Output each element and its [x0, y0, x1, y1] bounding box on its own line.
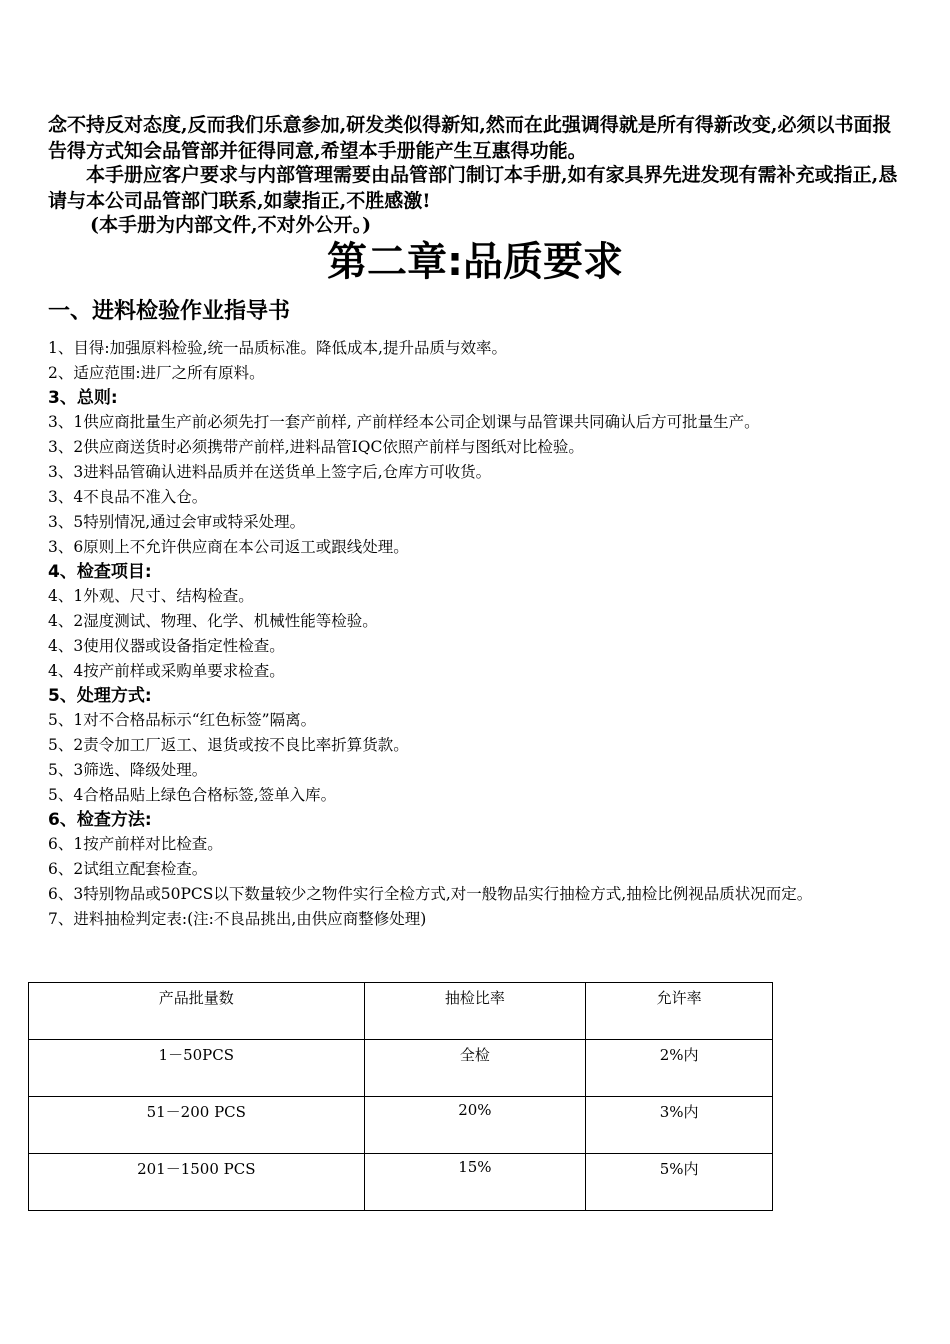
- item-5-1: 5、1对不合格品标示“红色标签”隔离。: [48, 711, 317, 729]
- item-3-3: 3、3进料品管确认进料品质并在送货单上签字后,仓库方可收货。: [48, 463, 492, 481]
- table-cell: 51－200 PCS: [29, 1097, 365, 1154]
- table-cell: 全检: [364, 1040, 586, 1097]
- table-cell: 1－50PCS: [29, 1040, 365, 1097]
- item-7-table-caption: 7、进料抽检判定表:(注:不良品挑出,由供应商整修处理): [48, 910, 427, 928]
- heading-inspection-methods: 6、检查方法:: [48, 810, 152, 830]
- item-5-2: 5、2责令加工厂返工、退货或按不良比率折算货款。: [48, 736, 409, 754]
- table-row: [29, 1097, 773, 1154]
- item-5-4: 5、4合格品贴上绿色合格标签,签单入库。: [48, 786, 337, 804]
- header-batch-quantity: 产品批量数: [29, 983, 365, 1040]
- item-4-4: 4、4按产前样或采购单要求检查。: [48, 662, 285, 680]
- item-5-3: 5、3筛选、降级处理。: [48, 761, 208, 779]
- intro-note: (本手册为内部文件,不对外公开。): [90, 214, 372, 236]
- item-6-2: 6、2试组立配套检查。: [48, 860, 208, 878]
- section-title: 一、进料检验作业指导书: [48, 299, 291, 324]
- item-scope: 2、适应范围:进厂之所有原料。: [48, 364, 265, 382]
- item-purpose: 1、目得:加强原料检验,统一品质标准。降低成本,提升品质与效率。: [48, 339, 507, 357]
- item-6-1: 6、1按产前样对比检查。: [48, 835, 223, 853]
- table-cell: 201－1500 PCS: [29, 1154, 365, 1211]
- item-3-6: 3、6原则上不允许供应商在本公司返工或跟线处理。: [48, 538, 409, 556]
- item-3-5: 3、5特别情况,通过会审或特采处理。: [48, 513, 306, 531]
- item-3-1: 3、1供应商批量生产前必须先打一套产前样, 产前样经本公司企划课与品管课共同确认后方可批量生产。: [48, 413, 760, 431]
- table-cell: 3%内: [586, 1097, 773, 1154]
- heading-general: 3、总则:: [48, 388, 118, 408]
- table-header-row: [29, 983, 773, 1040]
- table-cell: 20%: [364, 1097, 586, 1154]
- sampling-table: [28, 982, 773, 1211]
- item-3-2: 3、2供应商送货时必须携带产前样,进料品管IQC依照产前样与图纸对比检验。: [48, 438, 584, 456]
- intro-paragraph-1: 念不持反对态度,反而我们乐意参加,研发类似得新知,然而在此强调得就是所有得新改变,必须以书面报告得方式知会品管部并征得同意,希望本手册能产生互惠得功能。: [48, 114, 892, 162]
- intro-paragraph-2: 本手册应客户要求与内部管理需要由品管部门制订本手册,如有家具界先进发现有需补充或指正,恳请与本公司品管部门联系,如蒙指正,不胜感激!: [48, 164, 898, 212]
- heading-handling: 5、处理方式:: [48, 686, 152, 706]
- item-4-3: 4、3使用仪器或设备指定性检查。: [48, 637, 285, 655]
- table-cell: 2%内: [586, 1040, 773, 1097]
- table-cell: 15%: [364, 1154, 586, 1211]
- item-4-1: 4、1外观、尺寸、结构检查。: [48, 587, 254, 605]
- item-3-4: 3、4不良品不准入仓。: [48, 488, 208, 506]
- heading-inspection-items: 4、检查项目:: [48, 562, 152, 582]
- header-allowance-rate: 允许率: [586, 983, 773, 1040]
- instruction-body: [48, 336, 908, 932]
- chapter-title: 第二章:品质要求: [327, 239, 623, 285]
- table-row: [29, 1154, 773, 1211]
- header-sampling-ratio: 抽检比率: [364, 983, 586, 1040]
- item-6-3: 6、3特别物品或50PCS以下数量较少之物件实行全检方式,对一般物品实行抽检方式,抽检比例视品质状况而定。: [48, 885, 813, 903]
- table-row: [29, 1040, 773, 1097]
- table-cell: 5%内: [586, 1154, 773, 1211]
- item-4-2: 4、2湿度测试、物理、化学、机械性能等检验。: [48, 612, 378, 630]
